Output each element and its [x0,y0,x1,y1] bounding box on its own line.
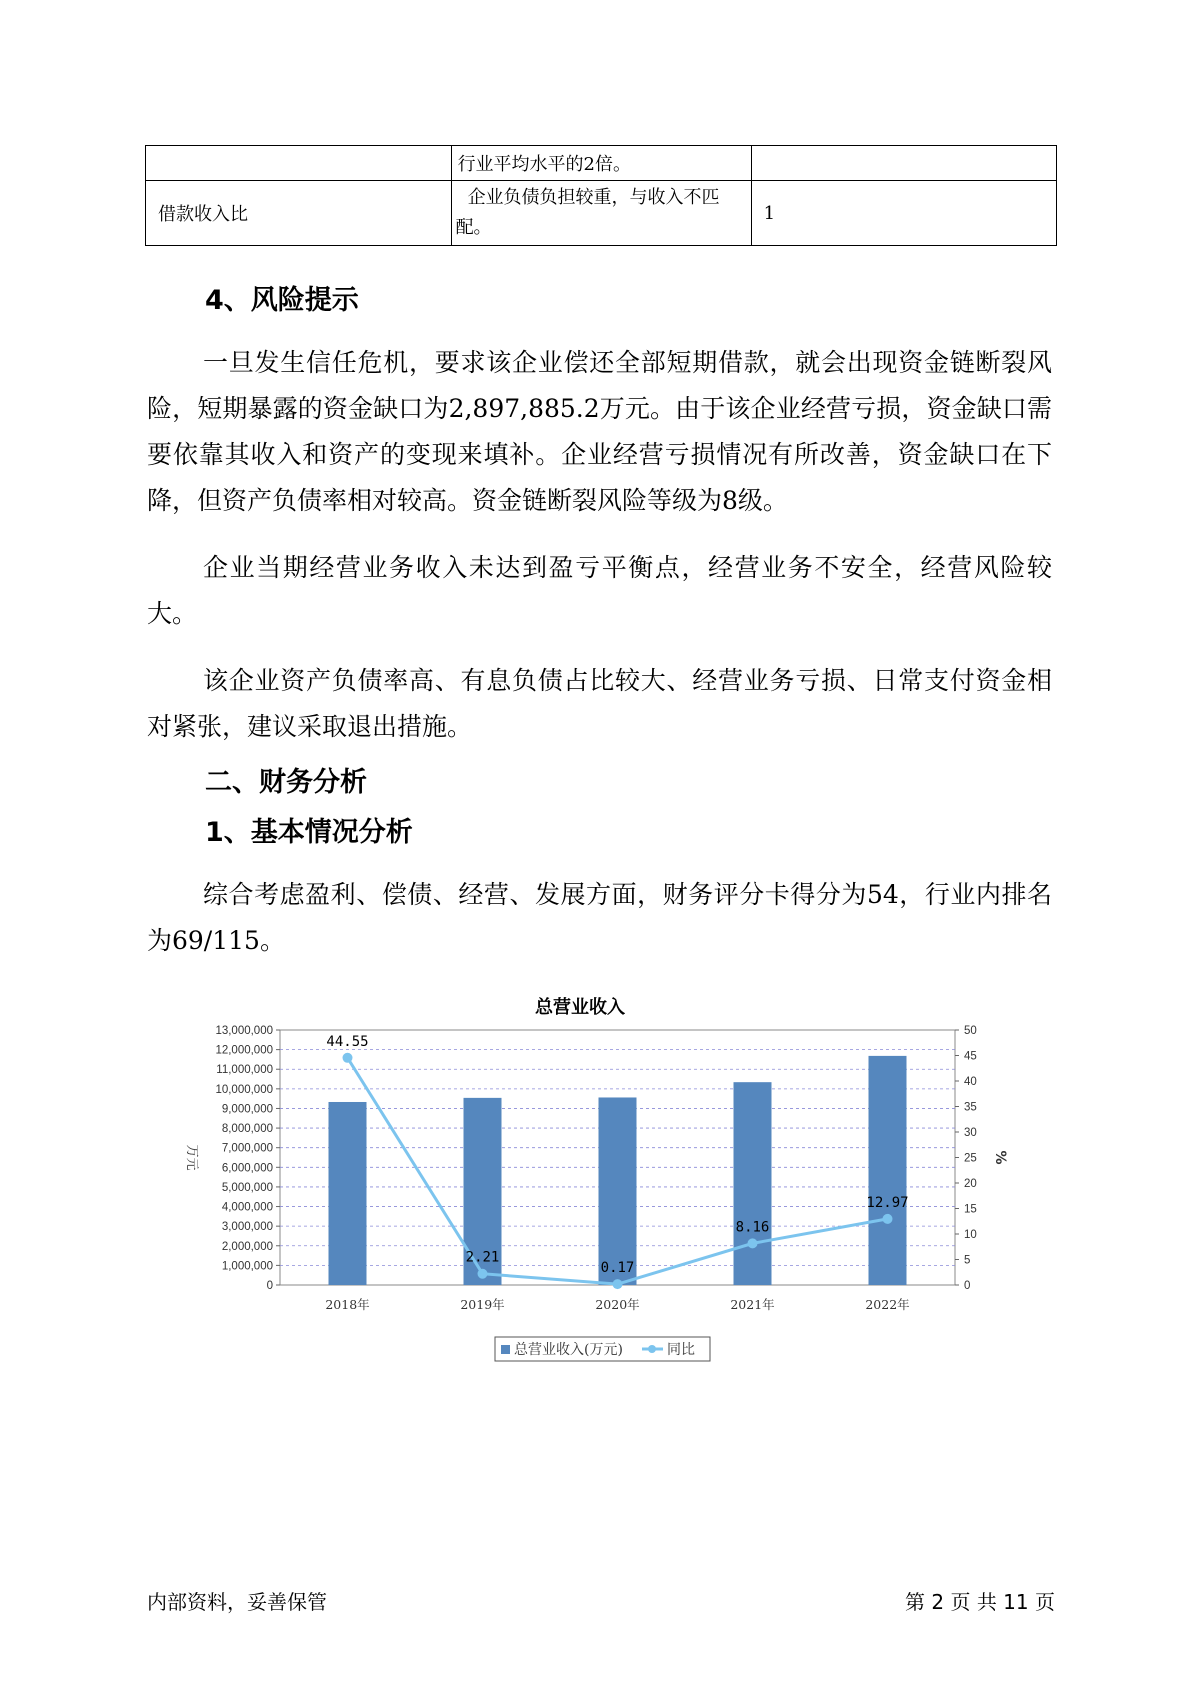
legend-bar-label: 总营业收入(万元) [514,1342,623,1358]
right-tick-label: 5 [964,1254,971,1267]
right-tick-label: 15 [964,1203,977,1216]
left-tick-label: 8,000,000 [221,1123,273,1136]
risk-heading: 4、风险提示 [205,285,359,316]
yoy-point [883,1214,893,1224]
indicator-table [145,145,1057,246]
right-tick-label: 45 [964,1050,977,1063]
right-tick-label: 35 [964,1101,977,1114]
risk-paragraph-3: 该企业资产负债率高、有息负债占比较大、经营业务亏损、日常支付资金相对紧张，建议采取退出措施。 [147,666,1052,741]
legend-line-label: 同比 [667,1342,695,1358]
right-axis-label: % [992,1150,1008,1165]
left-tick-label: 5,000,000 [221,1181,273,1194]
table-cell-value: 1 [751,181,1056,246]
right-tick-label: 50 [964,1025,977,1037]
basic-analysis-paragraph: 综合考虑盈利、偿债、经营、发展方面，财务评分卡得分为54，行业内排名为69/115。 [147,880,1052,955]
right-tick-label: 40 [964,1076,977,1088]
yoy-data-label: 2.21 [465,1249,500,1266]
left-tick-label: 0 [266,1280,273,1292]
left-tick-label: 10,000,000 [215,1083,273,1096]
category-label: 2018年 [325,1297,370,1312]
yoy-data-label: 8.16 [735,1219,770,1236]
left-tick-label: 3,000,000 [221,1221,273,1234]
yoy-point [748,1238,758,1248]
legend-line-marker [648,1345,656,1353]
right-tick-label: 25 [964,1152,977,1165]
yoy-data-label: 12.97 [866,1194,909,1211]
footer-confidential: 内部资料，妥善保管 [147,1590,327,1614]
revenue-bar [734,1082,772,1285]
left-tick-label: 7,000,000 [221,1142,273,1155]
table-cell-indicator [146,146,452,181]
category-label: 2020年 [595,1297,640,1312]
risk-paragraph-1: 一旦发生信任危机，要求该企业偿还全部短期借款，就会出现资金链断裂风险，短期暴露的资金缺口为2,897,885.2万元。由于该企业经营亏损，资金缺口需要依靠其收入和资产的变现来填补。企业经营亏损情况有所改善，资金缺口在下降，但资产负债率相对较高。资金链断裂风险等级为8级。 [147,348,1052,515]
table-cell-value [751,146,1056,181]
revenue-bar [329,1102,367,1285]
revenue-bar [599,1097,637,1285]
right-tick-label: 10 [964,1229,977,1241]
table-cell-indicator: 借款收入比 [146,181,452,246]
left-tick-label: 13,000,000 [215,1025,273,1037]
basic-analysis-heading: 1、基本情况分析 [205,817,413,848]
footer-page-number: 第 2 页 共 11 页 [905,1590,1055,1614]
right-tick-label: 20 [964,1178,977,1190]
left-tick-label: 2,000,000 [221,1240,273,1253]
left-tick-label: 12,000,000 [215,1044,273,1057]
chart-title: 总营业收入 [535,997,625,1018]
category-label: 2021年 [730,1297,775,1312]
revenue-chart [170,985,1008,1460]
left-tick-label: 1,000,000 [221,1260,273,1273]
yoy-point [613,1279,623,1289]
chart-canvas [170,985,1008,1460]
finance-heading: 二、财务分析 [205,767,367,798]
left-tick-label: 4,000,000 [221,1201,273,1214]
left-tick-label: 6,000,000 [221,1162,273,1175]
category-label: 2019年 [460,1297,505,1312]
risk-paragraph-2: 企业当期经营业务收入未达到盈亏平衡点，经营业务不安全，经营风险较大。 [147,553,1052,628]
category-label: 2022年 [865,1297,910,1312]
right-tick-label: 30 [964,1127,977,1139]
left-tick-label: 9,000,000 [221,1103,273,1116]
yoy-point [478,1269,488,1279]
table-cell-description: 行业平均水平的2倍。 [451,146,751,181]
yoy-point [343,1053,353,1063]
yoy-data-label: 44.55 [326,1033,369,1050]
revenue-bar [869,1056,907,1285]
table-row [146,181,1057,246]
legend-bar-swatch [501,1345,510,1354]
table-cell-description: 企业负债负担较重，与收入不匹配。 [451,181,751,246]
yoy-data-label: 0.17 [600,1260,635,1277]
left-tick-label: 11,000,000 [216,1064,273,1077]
left-axis-label: 万元 [184,1144,199,1171]
right-tick-label: 0 [964,1280,971,1292]
table-row [146,146,1057,181]
